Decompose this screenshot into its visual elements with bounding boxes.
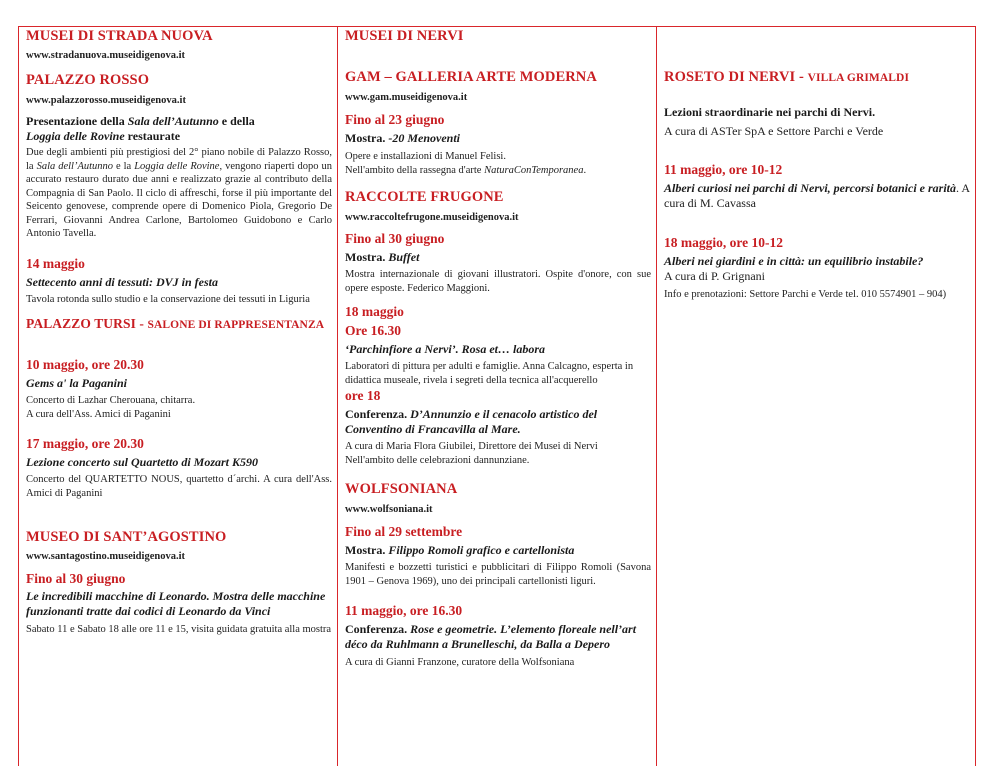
rosso-event-description: Due degli ambienti più prestigiosi del 2° piano nobile di Palazzo Rosso, la Sala dell’Autunno e la Loggia delle Rovine, vengono riaperti dopo un accurato restauro durato due anni e realizzato grazie al contributo della Compagnia di San Paolo. Il ciclo di affreschi, forse il più importante del Seicento genovese, comprende opere di Domenico Piola, Gregorio De Ferrari, Giovanni Andrea Carlone, Bartolomeo Guidobono e Carlo Antonio Tavella. [26, 147, 332, 239]
wolf-event-2: Conferenza. Rose e geometrie. L’elemento floreale nell’art déco da Ruhlmann a Brunelleschi, da Balla a Depero [345, 622, 637, 651]
tursi-description-1-line-2: A cura dell'Ass. Amici di Paganini [26, 408, 171, 420]
frugone-event-3: Conferenza. D’Annunzio e il cenacolo artistico del Conventino di Francavilla al Mare. [345, 407, 598, 436]
wolf-date: Fino al 29 settembre [345, 524, 463, 539]
gam-title: GAM – GALLERIA ARTE MODERNA [345, 69, 597, 85]
frugone-date-2: 18 maggio [345, 304, 404, 319]
wolf-date-2: 11 maggio, ore 16.30 [345, 603, 463, 618]
tursi-date-1: 10 maggio, ore 20.30 [26, 357, 144, 372]
roseto-date-2: 18 maggio, ore 10-12 [664, 235, 783, 250]
strada-nuova-title: MUSEI DI STRADA NUOVA [26, 28, 213, 44]
roseto-description: A cura di ASTer SpA e Settore Parchi e Verde [664, 124, 884, 138]
palazzo-rosso-url[interactable]: www.palazzorosso.museidigenova.it [26, 95, 186, 106]
frugone-date: Fino al 30 giugno [345, 231, 445, 246]
frugone-description: Mostra internazionale di giovani illustratori. Ospite d'onore, con sue opere esposte. Federico Maggioni. [345, 269, 651, 294]
frugone-description-2: Laboratori di pittura per adulti e famiglie. Anna Calcagno, esperta in didattica museale, rivela i segreti della tecnica all'acquerello [345, 361, 634, 386]
tursi-event-1: Gems a' la Paganini [26, 376, 128, 390]
agostino-description: Sabato 11 e Sabato 18 alle ore 11 e 15, visita guidata gratuita alla mostra [26, 624, 332, 635]
roseto-event: Lezioni straordinarie nei parchi di Nervi. [664, 105, 876, 119]
rosso-event-title: Presentazione della Sala dell’Autunno e della Loggia delle Rovine restaurate [26, 114, 255, 143]
roseto-description-2: A cura di P. Grignani [664, 269, 765, 283]
sant-agostino-title: MUSEO DI SANT’AGOSTINO [26, 529, 227, 545]
frugone-url[interactable]: www.raccoltefrugone.museidigenova.it [345, 212, 519, 223]
gam-description-line-2: Nell'ambito della rassegna d'arte NaturaConTemporanea. [345, 164, 587, 176]
frugone-title: RACCOLTE FRUGONE [345, 189, 504, 205]
frugone-description-3-line-2: Nell'ambito delle celebrazioni dannunziane. [345, 454, 530, 466]
wolfsoniana-title: WOLFSONIANA [345, 481, 458, 497]
palazzo-rosso-title: PALAZZO ROSSO [26, 72, 150, 88]
roseto-info: Info e prenotazioni: Settore Parchi e Verde tel. 010 5574901 – 904) [664, 289, 947, 300]
wolf-event: Mostra. Filippo Romoli grafico e cartellonista [345, 543, 575, 557]
tursi-event-2: Lezione concerto sul Quartetto di Mozart K590 [26, 455, 259, 469]
wolf-description: Manifesti e bozzetti turistici e pubblicitari di Filippo Romoli (Savona 1901 – Genova 1969), uno dei principali cartellonisti liguri. [345, 562, 651, 587]
column-divider-1 [337, 26, 338, 766]
gam-event: Mostra. -20 Menoventi [345, 131, 460, 145]
gam-url[interactable]: www.gam.museidigenova.it [345, 92, 468, 103]
sant-agostino-url[interactable]: www.santagostino.museidigenova.it [26, 551, 185, 562]
frugone-event-2: ‘Parchinfiore a Nervi’. Rosa et… labora [345, 342, 545, 356]
gam-description-line-1: Opere e installazioni di Manuel Felisi. [345, 151, 506, 162]
tursi-description-2: Concerto del QUARTETTO NOUS, quartetto d´archi. A cura dell'Ass. Amici di Paganini [26, 474, 332, 499]
roseto-date-1: 11 maggio, ore 10-12 [664, 162, 783, 177]
frugone-description-3-line-1: A cura di Maria Flora Giubilei, Direttore dei Musei di Nervi [345, 441, 598, 452]
agostino-event: Le incredibili macchine di Leonardo. Mostra delle macchine funzionanti tratte dai codici di Leonardo da Vinci [26, 589, 326, 618]
musei-nervi-title: MUSEI DI NERVI [345, 28, 464, 44]
roseto-event-1: Alberi curiosi nei parchi di Nervi, percorsi botanici e rarità. A cura di M. Cavassa [664, 181, 970, 210]
column-3 [664, 28, 970, 302]
gam-date: Fino al 23 giugno [345, 112, 445, 127]
frugone-event: Mostra. Buffet [345, 250, 420, 264]
tursi-description-1-line-1: Concerto di Lazhar Cherouana, chitarra. [26, 395, 196, 406]
rosso-description-2: Tavola rotonda sullo studio e la conservazione dei tessuti in Liguria [26, 293, 310, 305]
wolf-description-2: A cura di Gianni Franzone, curatore della Wolfsoniana [345, 657, 575, 668]
wolfsoniana-url[interactable]: www.wolfsoniana.it [345, 504, 433, 515]
frugone-time-1: Ore 16.30 [345, 323, 401, 338]
roseto-event-2: Alberi nei giardini e in città: un equilibrio instabile? [664, 254, 924, 268]
rosso-date-2: 14 maggio [26, 255, 85, 271]
column-divider-2 [656, 26, 657, 766]
roseto-title: ROSETO DI NERVI - VILLA GRIMALDI [664, 69, 910, 85]
agostino-date: Fino al 30 giugno [26, 571, 126, 586]
column-2 [345, 28, 651, 670]
frugone-time-2: ore 18 [345, 388, 381, 403]
tursi-date-2: 17 maggio, ore 20.30 [26, 436, 144, 451]
strada-nuova-url[interactable]: www.stradanuova.museidigenova.it [26, 50, 185, 61]
column-1 [26, 28, 332, 637]
rosso-event-2: Settecento anni di tessuti: DVJ in festa [26, 274, 219, 289]
palazzo-tursi-title: PALAZZO TURSI - SALONE DI RAPPRESENTANZA [26, 316, 325, 331]
